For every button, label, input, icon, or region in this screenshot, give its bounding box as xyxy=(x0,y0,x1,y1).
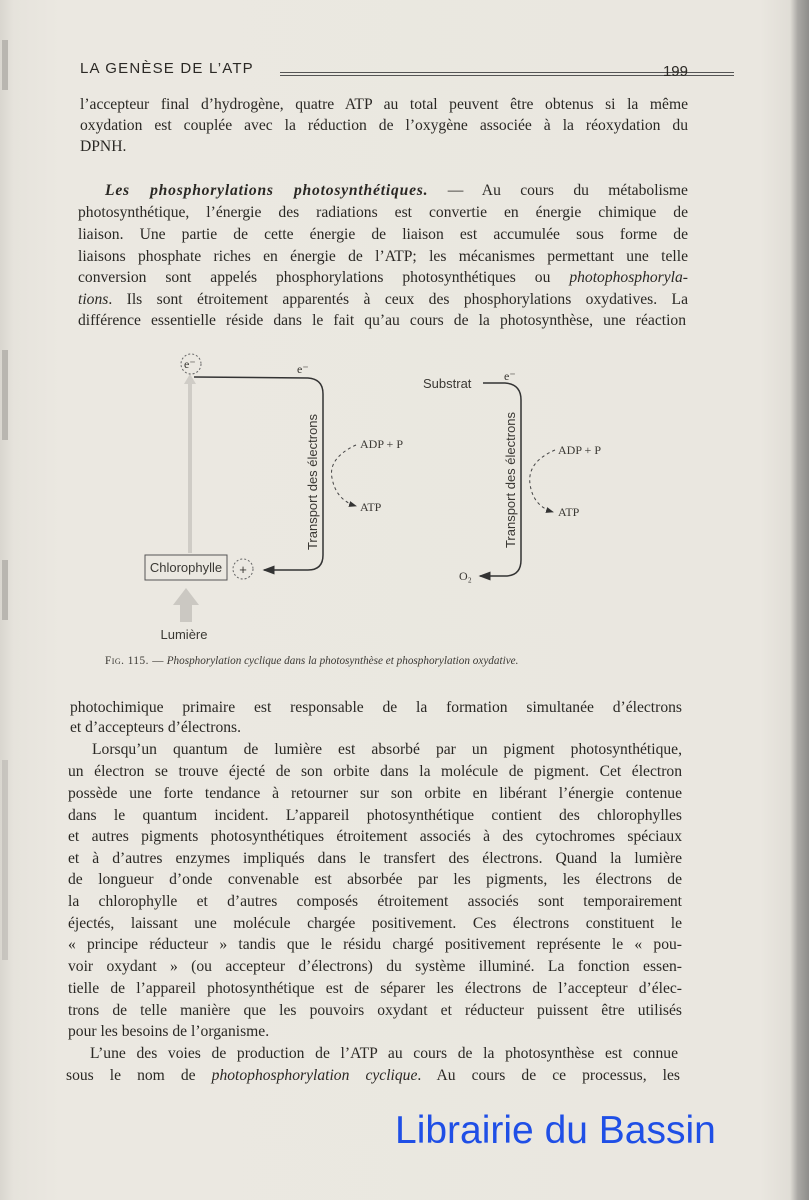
text-segment: et autres pigments photosynthétiques étroitement associés à des cytochromes spéciaux xyxy=(68,828,682,845)
text-line xyxy=(68,957,682,977)
text-line xyxy=(68,762,682,782)
phosphorylation-arc-left xyxy=(332,445,357,506)
text-line xyxy=(66,1066,680,1086)
text-segment: la chlorophylle et d’autres composés étroitement associés sont temporairement xyxy=(68,893,682,910)
electron-right-label: e⁻ xyxy=(504,369,516,383)
text-segment: pour les besoins de l’organisme. xyxy=(68,1023,270,1040)
text-segment: oxydation est couplée avec la réduction de l’oxygène associée à la réoxydation du xyxy=(80,117,688,134)
atp-right-label: ATP xyxy=(558,505,580,519)
text-segment: tions xyxy=(78,291,109,308)
text-line xyxy=(68,827,682,847)
text-segment: sous le nom de xyxy=(66,1067,212,1084)
text-line xyxy=(68,935,682,955)
text-segment: . Au cours de ce processus, les xyxy=(417,1067,680,1084)
phosphorylation-arc-right xyxy=(530,450,555,512)
transport-left-label: Transport des électrons xyxy=(305,413,320,551)
arrowhead xyxy=(184,374,196,384)
text-line xyxy=(68,784,682,804)
text-segment: « principe réducteur » tandis que le résidu chargé positivement représente le « pou- xyxy=(68,936,682,953)
substrate-label: Substrat xyxy=(423,376,472,391)
text-segment: un électron se trouve éjecté de son orbite dans la molécule de pigment. Cet électron xyxy=(68,763,682,780)
caption-text: Phosphorylation cyclique dans la photosynthèse et phosphorylation oxydative. xyxy=(166,655,519,667)
text-line xyxy=(68,1022,269,1042)
text-line xyxy=(70,698,682,718)
text-line xyxy=(68,1001,682,1021)
text-line xyxy=(68,979,682,999)
text-segment: liaison. Une partie de cette énergie de liaison est accumulée sous forme de xyxy=(78,226,688,243)
caption-label: Fig. 115. — xyxy=(105,655,164,667)
atp-left-label: ATP xyxy=(360,500,382,514)
text-segment: Les phosphorylations photosynthétiques. xyxy=(105,182,429,199)
electron-left-label: e⁻ xyxy=(297,362,309,376)
text-segment: différence essentielle réside dans le fait qu’au cours de la photosynthèse, une réaction xyxy=(78,312,686,329)
text-segment: photophosphorylation cyclique xyxy=(211,1067,418,1084)
text-segment: photophosphoryla- xyxy=(569,269,688,286)
text-line xyxy=(68,806,682,826)
text-segment: — Au cours du métabolisme xyxy=(428,182,688,199)
text-line xyxy=(68,892,682,912)
text-line xyxy=(90,1044,678,1064)
transport-right-label: Transport des électrons xyxy=(503,411,518,549)
text-line xyxy=(68,914,682,934)
page-number: 199 xyxy=(662,63,688,80)
running-title: LA GENÈSE DE L’ATP xyxy=(80,60,254,77)
watermark: Librairie du Bassin xyxy=(395,1109,716,1152)
figure-caption xyxy=(105,655,645,667)
text-segment: et d’accepteurs d’électrons. xyxy=(70,719,242,736)
text-segment: DPNH. xyxy=(80,138,127,155)
text-segment: de longueur d’onde convenable est absorbée par les pigments, les électrons de xyxy=(68,871,682,888)
text-segment: trons de telle manière que les pouvoirs oxydant et réducteur puissent être utilisés xyxy=(68,1002,682,1019)
light-label: Lumière xyxy=(160,627,208,642)
text-segment: . Ils sont étroitement apparentés à ceux des phosphorylations oxydatives. La xyxy=(108,291,688,308)
text-segment: et à d’autres enzymes impliqués dans le transfert des électrons. Quand la lumière xyxy=(68,850,682,867)
text-segment: Lorsqu’un quantum de lumière est absorbé par un pigment photosynthétique, xyxy=(92,741,682,758)
text-segment: possède une forte tendance à retourner sur son orbite en libérant l’énergie contenue xyxy=(68,785,682,802)
adp-left-label: ADP + P xyxy=(360,437,404,451)
text-line xyxy=(68,870,682,890)
adp-right-label: ADP + P xyxy=(558,443,602,457)
text-segment: photosynthétique, l’énergie des radiations est convertie en énergie chimique de xyxy=(78,204,688,221)
text-line xyxy=(70,718,241,738)
electron-circle-label: e⁻ xyxy=(184,357,196,371)
light-arrow xyxy=(173,588,199,622)
text-line xyxy=(68,849,682,869)
text-segment: photochimique primaire est responsable de la formation simultanée d’électrons xyxy=(70,699,682,716)
chlorophyll-label: Chlorophylle xyxy=(149,560,223,575)
text-segment: conversion sont appelés phosphorylations photosynthétiques ou xyxy=(78,269,570,286)
text-segment: voir oxydant » (ou accepteur d’électrons) du système illuminé. La fonction essen- xyxy=(68,958,682,975)
electron-transport-loop xyxy=(194,377,323,570)
text-line xyxy=(92,740,682,760)
plus-label: + xyxy=(239,562,247,577)
text-segment: tielle de l’appareil photosynthétique est de séparer les électrons de l’accepteur d’élec- xyxy=(68,980,682,997)
oxygen-label: O₂ xyxy=(459,569,472,583)
text-segment: liaisons phosphate riches en énergie de l’ATP; les mécanismes permettant une telle xyxy=(78,248,688,265)
text-segment: L’une des voies de production de l’ATP au cours de la photosynthèse est connue xyxy=(90,1045,678,1062)
text-segment: éjectés, laissant une molécule chargée positivement. Ces électrons constituent le xyxy=(68,915,682,932)
margin-mark xyxy=(2,760,8,960)
text-segment: l’accepteur final d’hydrogène, quatre ATP au total peuvent être obtenus si la même xyxy=(80,96,688,113)
text-segment: dans le quantum incident. L’appareil photosynthétique contient des chlorophylles xyxy=(68,807,682,824)
